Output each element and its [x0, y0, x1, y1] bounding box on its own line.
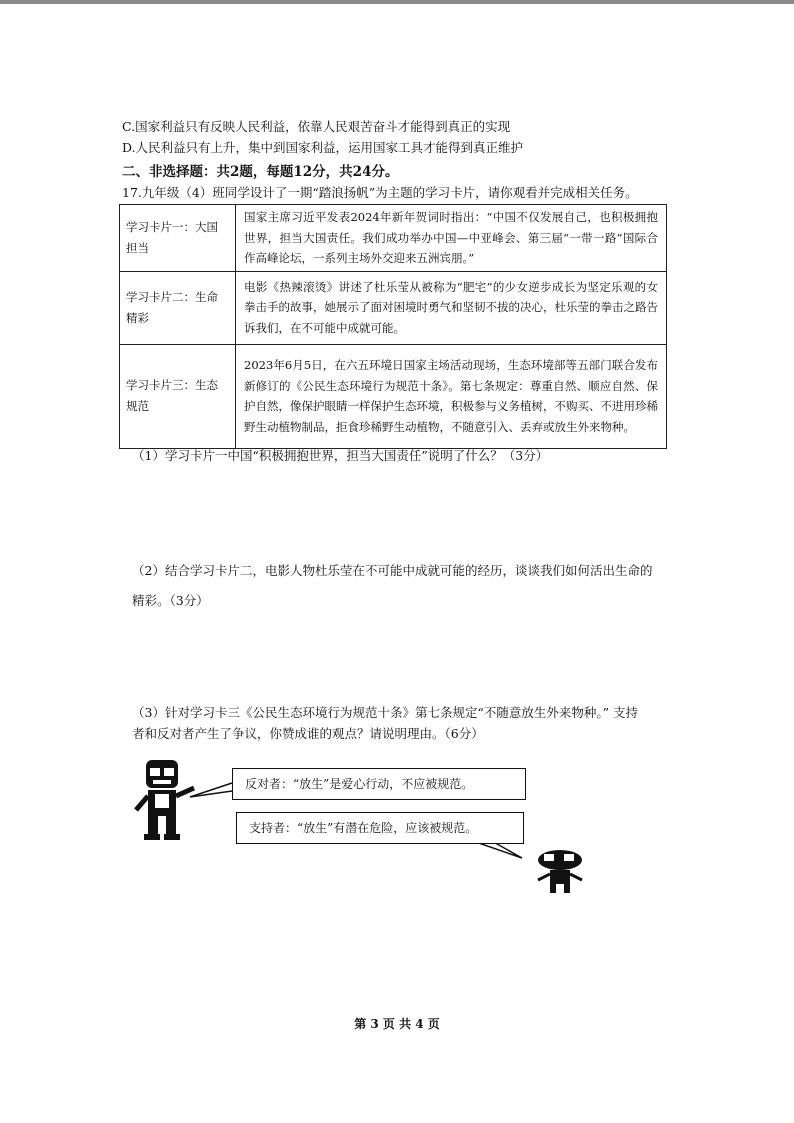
- card-content: 国家主席习近平发表2024年新年贺词时指出：“中国不仅发展自己，也积极拥抱世界，担当大国责任。我们成功举办中国—中亚峰会、第三届“一带一路”国际合作高峰论坛，一系列主场外交迎来五洲宾朋。”: [236, 205, 667, 272]
- card-content: 2023年6月5日，在六五环境日国家主场活动现场，生态环境部等五部门联合发布新修订的《公民生态环境行为规范十条》。第七条规定：尊重自然、顺应自然、保护自然，像保护眼睛一样保护生态环境，积极参与义务植树，不购买、不进用珍稀野生动植物制品，拒食珍稀野生动植物，不随意引入、丢弃或放生外来物种。: [236, 344, 667, 448]
- subquestion-2-line2: 精彩。（3分）: [132, 593, 209, 608]
- subquestion-3-line2: 者和反对者产生了争议，你赞成谁的观点？请说明理由。（6分）: [132, 726, 484, 741]
- card-content: 电影《热辣滚烫》讲述了杜乐莹从被称为“肥宅”的少女逆步成长为坚定乐观的女拳击手的故事，她展示了面对困境时勇气和坚韧不拔的决心，杜乐莹的拳击之路告诉我们，在不可能中成就可能。: [236, 271, 667, 344]
- card-label: 学习卡片二：生命精彩: [120, 271, 236, 344]
- subquestion-3-line1: （3）针对学习卡三《公民生态环境行为规范十条》第七条规定“不随意放生外来物种。” 支持: [132, 705, 638, 720]
- option-d: D.人民利益只有上升，集中到国家利益，运用国家工具才能得到真正维护: [122, 140, 524, 155]
- question-17-intro: 17.九年级（4）班同学设计了一期“踏浪扬帆”为主题的学习卡片，请你观看并完成相关任务。: [122, 185, 638, 200]
- supporter-cartoon-icon: [532, 848, 588, 894]
- card-label: 学习卡片三：生态规范: [120, 344, 236, 448]
- option-c: C.国家利益只有反映人民利益，依靠人民艰苦奋斗才能得到真正的实现: [122, 119, 511, 134]
- supporter-speech-bubble: 支持者：“放生”有潜在危险，应该被规范。: [236, 812, 524, 844]
- card-label: 学习卡片一：大国担当: [120, 205, 236, 272]
- page-footer: 第 3 页 共 4 页: [354, 1017, 440, 1031]
- section-title: 二、非选择题：共2题，每题12分，共24分。: [122, 164, 399, 180]
- subquestion-2-line1: （2）结合学习卡片二，电影人物杜乐莹在不可能中成就可能的经历，谈谈我们如何活出生命的: [132, 563, 653, 578]
- opponent-speech-bubble: 反对者：“放生”是爱心行动，不应被规范。: [232, 768, 526, 800]
- subquestion-1: （1）学习卡片一中国“积极拥抱世界，担当大国责任”说明了什么？（3分）: [132, 448, 549, 463]
